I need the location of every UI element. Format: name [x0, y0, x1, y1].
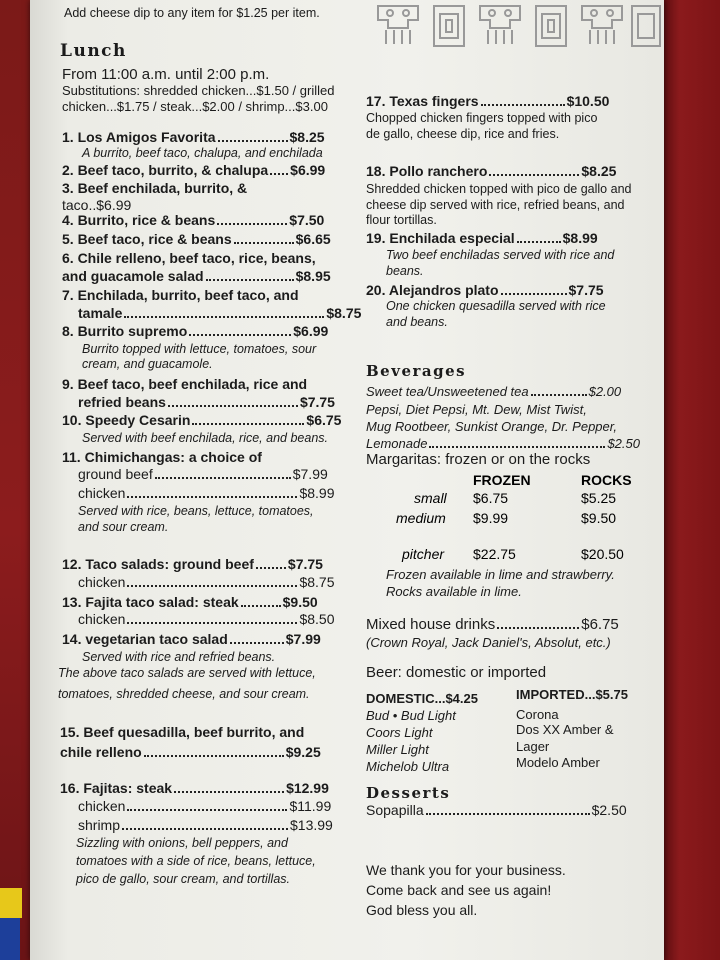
lunch-heading: Lunch	[60, 41, 127, 61]
item-4-name: 4. Burrito, rice & beans $7.50	[62, 212, 325, 228]
closing-line-3: God bless you all.	[366, 902, 478, 918]
frozen-pitcher-price: $22.75	[473, 546, 516, 562]
item-17-desc-1: Chopped chicken fingers topped with pico	[366, 111, 598, 125]
item-17-name: 17. Texas fingers $10.50	[366, 93, 610, 109]
substitutions-line-2: chicken...$1.75 / steak...$2.00 / shrimp...$3.00	[62, 99, 328, 114]
item-10-desc: Served with beef enchilada, rice, and beans.	[82, 431, 328, 445]
item-16-option-3: shrimp $13.99	[78, 817, 333, 833]
item-18-desc-1: Shredded chicken topped with pico de gallo and	[366, 182, 632, 196]
imported-beer-1: Corona	[516, 707, 559, 722]
item-19-desc-2: beans.	[386, 264, 424, 278]
size-small: small	[414, 490, 447, 506]
item-17-desc-2: de gallo, cheese dip, rice and fries.	[366, 127, 560, 141]
item-1-desc: A burrito, beef taco, chalupa, and enchilada	[82, 146, 323, 160]
margarita-note-2: Rocks available in lime.	[386, 584, 522, 599]
imported-beer-4: Modelo Amber	[516, 755, 600, 770]
item-11-option-2: chicken $8.99	[78, 485, 335, 501]
item-12-option-2: chicken $8.75	[78, 574, 335, 590]
item-7-name-1: 7. Enchilada, burrito, beef taco, and	[62, 287, 299, 303]
mixed-drinks-note: (Crown Royal, Jack Daniel's, Absolut, etc.)	[366, 635, 611, 650]
beverages-heading: Beverages	[366, 362, 467, 380]
item-11-desc-2: and sour cream.	[78, 520, 169, 534]
item-10-name: 10. Speedy Cesarin $6.75	[62, 412, 342, 428]
item-18-desc-2: cheese dip served with rice, refried beans, and	[366, 198, 625, 212]
lunch-hours: From 11:00 a.m. until 2:00 p.m.	[62, 66, 270, 83]
rocks-small-price: $5.25	[581, 490, 617, 506]
substitutions-line-1: Substitutions: shredded chicken...$1.50 / grilled	[62, 83, 335, 98]
rocks-column-header: ROCKS	[581, 472, 632, 488]
item-1-name: 1. Los Amigos Favorita $8.25	[62, 129, 325, 145]
item-19-desc-1: Two beef enchiladas served with rice and	[386, 248, 615, 262]
item-16-desc-3: pico de gallo, sour cream, and tortillas.	[76, 872, 290, 886]
blue-stripe	[0, 918, 20, 960]
item-20-desc-2: and beans.	[386, 315, 448, 329]
taco-salad-note-1: The above taco salads are served with lettuce,	[58, 666, 316, 680]
tea-line: Sweet tea/Unsweetened tea $2.00	[366, 384, 622, 399]
menu-page	[30, 0, 664, 960]
item-11-option-1: ground beef $7.99	[78, 466, 328, 482]
aztec-pattern-decoration	[368, 0, 664, 58]
item-12-name: 12. Taco salads: ground beef $7.75	[62, 556, 323, 572]
item-8-desc-1: Burrito topped with lettuce, tomatoes, sour	[82, 342, 317, 356]
item-14-name: 14. vegetarian taco salad $7.99	[62, 631, 321, 647]
soda-line-1: Pepsi, Diet Pepsi, Mt. Dew, Mist Twist,	[366, 402, 587, 417]
mixed-drinks-line: Mixed house drinks $6.75	[366, 616, 619, 633]
rocks-pitcher-price: $20.50	[581, 546, 624, 562]
item-18-desc-3: flour tortillas.	[366, 213, 437, 227]
item-9-name-2: refried beans $7.75	[78, 394, 335, 410]
item-20-desc-1: One chicken quesadilla served with rice	[386, 299, 606, 313]
imported-header: IMPORTED...$5.75	[516, 687, 628, 702]
desserts-heading: Desserts	[366, 784, 451, 802]
item-5-name: 5. Beef taco, rice & beans $6.65	[62, 231, 331, 247]
item-18-name: 18. Pollo ranchero $8.25	[366, 163, 617, 179]
domestic-beer-1: Bud • Bud Light	[366, 708, 456, 723]
item-9-name-1: 9. Beef taco, beef enchilada, rice and	[62, 376, 308, 392]
item-13-option-2: chicken $8.50	[78, 611, 335, 627]
soda-line-3: Lemonade $2.50	[366, 436, 640, 451]
red-tablecloth-right	[662, 0, 720, 960]
size-medium: medium	[396, 510, 446, 526]
imported-beer-2: Dos XX Amber &	[516, 722, 614, 737]
item-2-name: 2. Beef taco, burrito, & chalupa $6.99	[62, 162, 326, 178]
closing-line-1: We thank you for your business.	[366, 862, 566, 878]
size-pitcher: pitcher	[402, 546, 445, 562]
item-8-name: 8. Burrito supremo $6.99	[62, 323, 329, 339]
imported-beer-3: Lager	[516, 739, 550, 754]
item-3-name-1: 3. Beef enchilada, burrito, &	[62, 180, 248, 196]
frozen-medium-price: $9.99	[473, 510, 509, 526]
item-16-option-2: chicken $11.99	[78, 798, 332, 814]
domestic-header: DOMESTIC...$4.25	[366, 691, 478, 706]
closing-line-2: Come back and see us again!	[366, 882, 552, 898]
taco-salad-note-2: tomatoes, shredded cheese, and sour cream.	[58, 687, 310, 701]
item-16-desc-1: Sizzling with onions, bell peppers, and	[76, 836, 288, 850]
item-15-name-2: chile relleno $9.25	[60, 744, 321, 760]
domestic-beer-3: Miller Light	[366, 742, 429, 757]
domestic-beer-2: Coors Light	[366, 725, 433, 740]
item-8-desc-2: cream, and guacamole.	[82, 357, 213, 371]
soda-line-2: Mug Rootbeer, Sunkist Orange, Dr. Pepper,	[366, 419, 617, 434]
domestic-beer-4: Michelob Ultra	[366, 759, 450, 774]
frozen-small-price: $6.75	[473, 490, 509, 506]
margarita-note-1: Frozen available in lime and strawberry.	[386, 567, 615, 582]
item-13-name: 13. Fajita taco salad: steak $9.50	[62, 594, 318, 610]
item-16-desc-2: tomatoes with a side of rice, beans, lettuce,	[76, 854, 316, 868]
rocks-medium-price: $9.50	[581, 510, 617, 526]
item-7-name-2: tamale $8.75	[78, 305, 362, 321]
item-11-name: 11. Chimichangas: a choice of	[62, 449, 262, 465]
margaritas-title: Margaritas: frozen or on the rocks	[366, 451, 591, 468]
beer-title: Beer: domestic or imported	[366, 664, 547, 681]
cheese-dip-note: Add cheese dip to any item for $1.25 per item.	[64, 6, 320, 20]
yellow-stripe	[0, 888, 22, 918]
item-11-desc-1: Served with rice, beans, lettuce, tomatoes,	[78, 504, 314, 518]
item-20-name: 20. Alejandros plato $7.75	[366, 282, 604, 298]
red-tablecloth-left	[0, 0, 34, 960]
item-14-desc: Served with rice and refried beans.	[82, 650, 276, 664]
item-15-name-1: 15. Beef quesadilla, beef burrito, and	[60, 724, 305, 740]
item-16-name: 16. Fajitas: steak $12.99	[60, 780, 329, 796]
frozen-column-header: FROZEN	[473, 472, 531, 488]
item-6-name-1: 6. Chile relleno, beef taco, rice, beans,	[62, 250, 316, 266]
item-3-name-2: taco..$6.99	[62, 197, 132, 213]
item-6-name-2: and guacamole salad $8.95	[62, 268, 331, 284]
sopapilla-line: Sopapilla $2.50	[366, 802, 627, 818]
item-19-name: 19. Enchilada especial $8.99	[366, 230, 598, 246]
